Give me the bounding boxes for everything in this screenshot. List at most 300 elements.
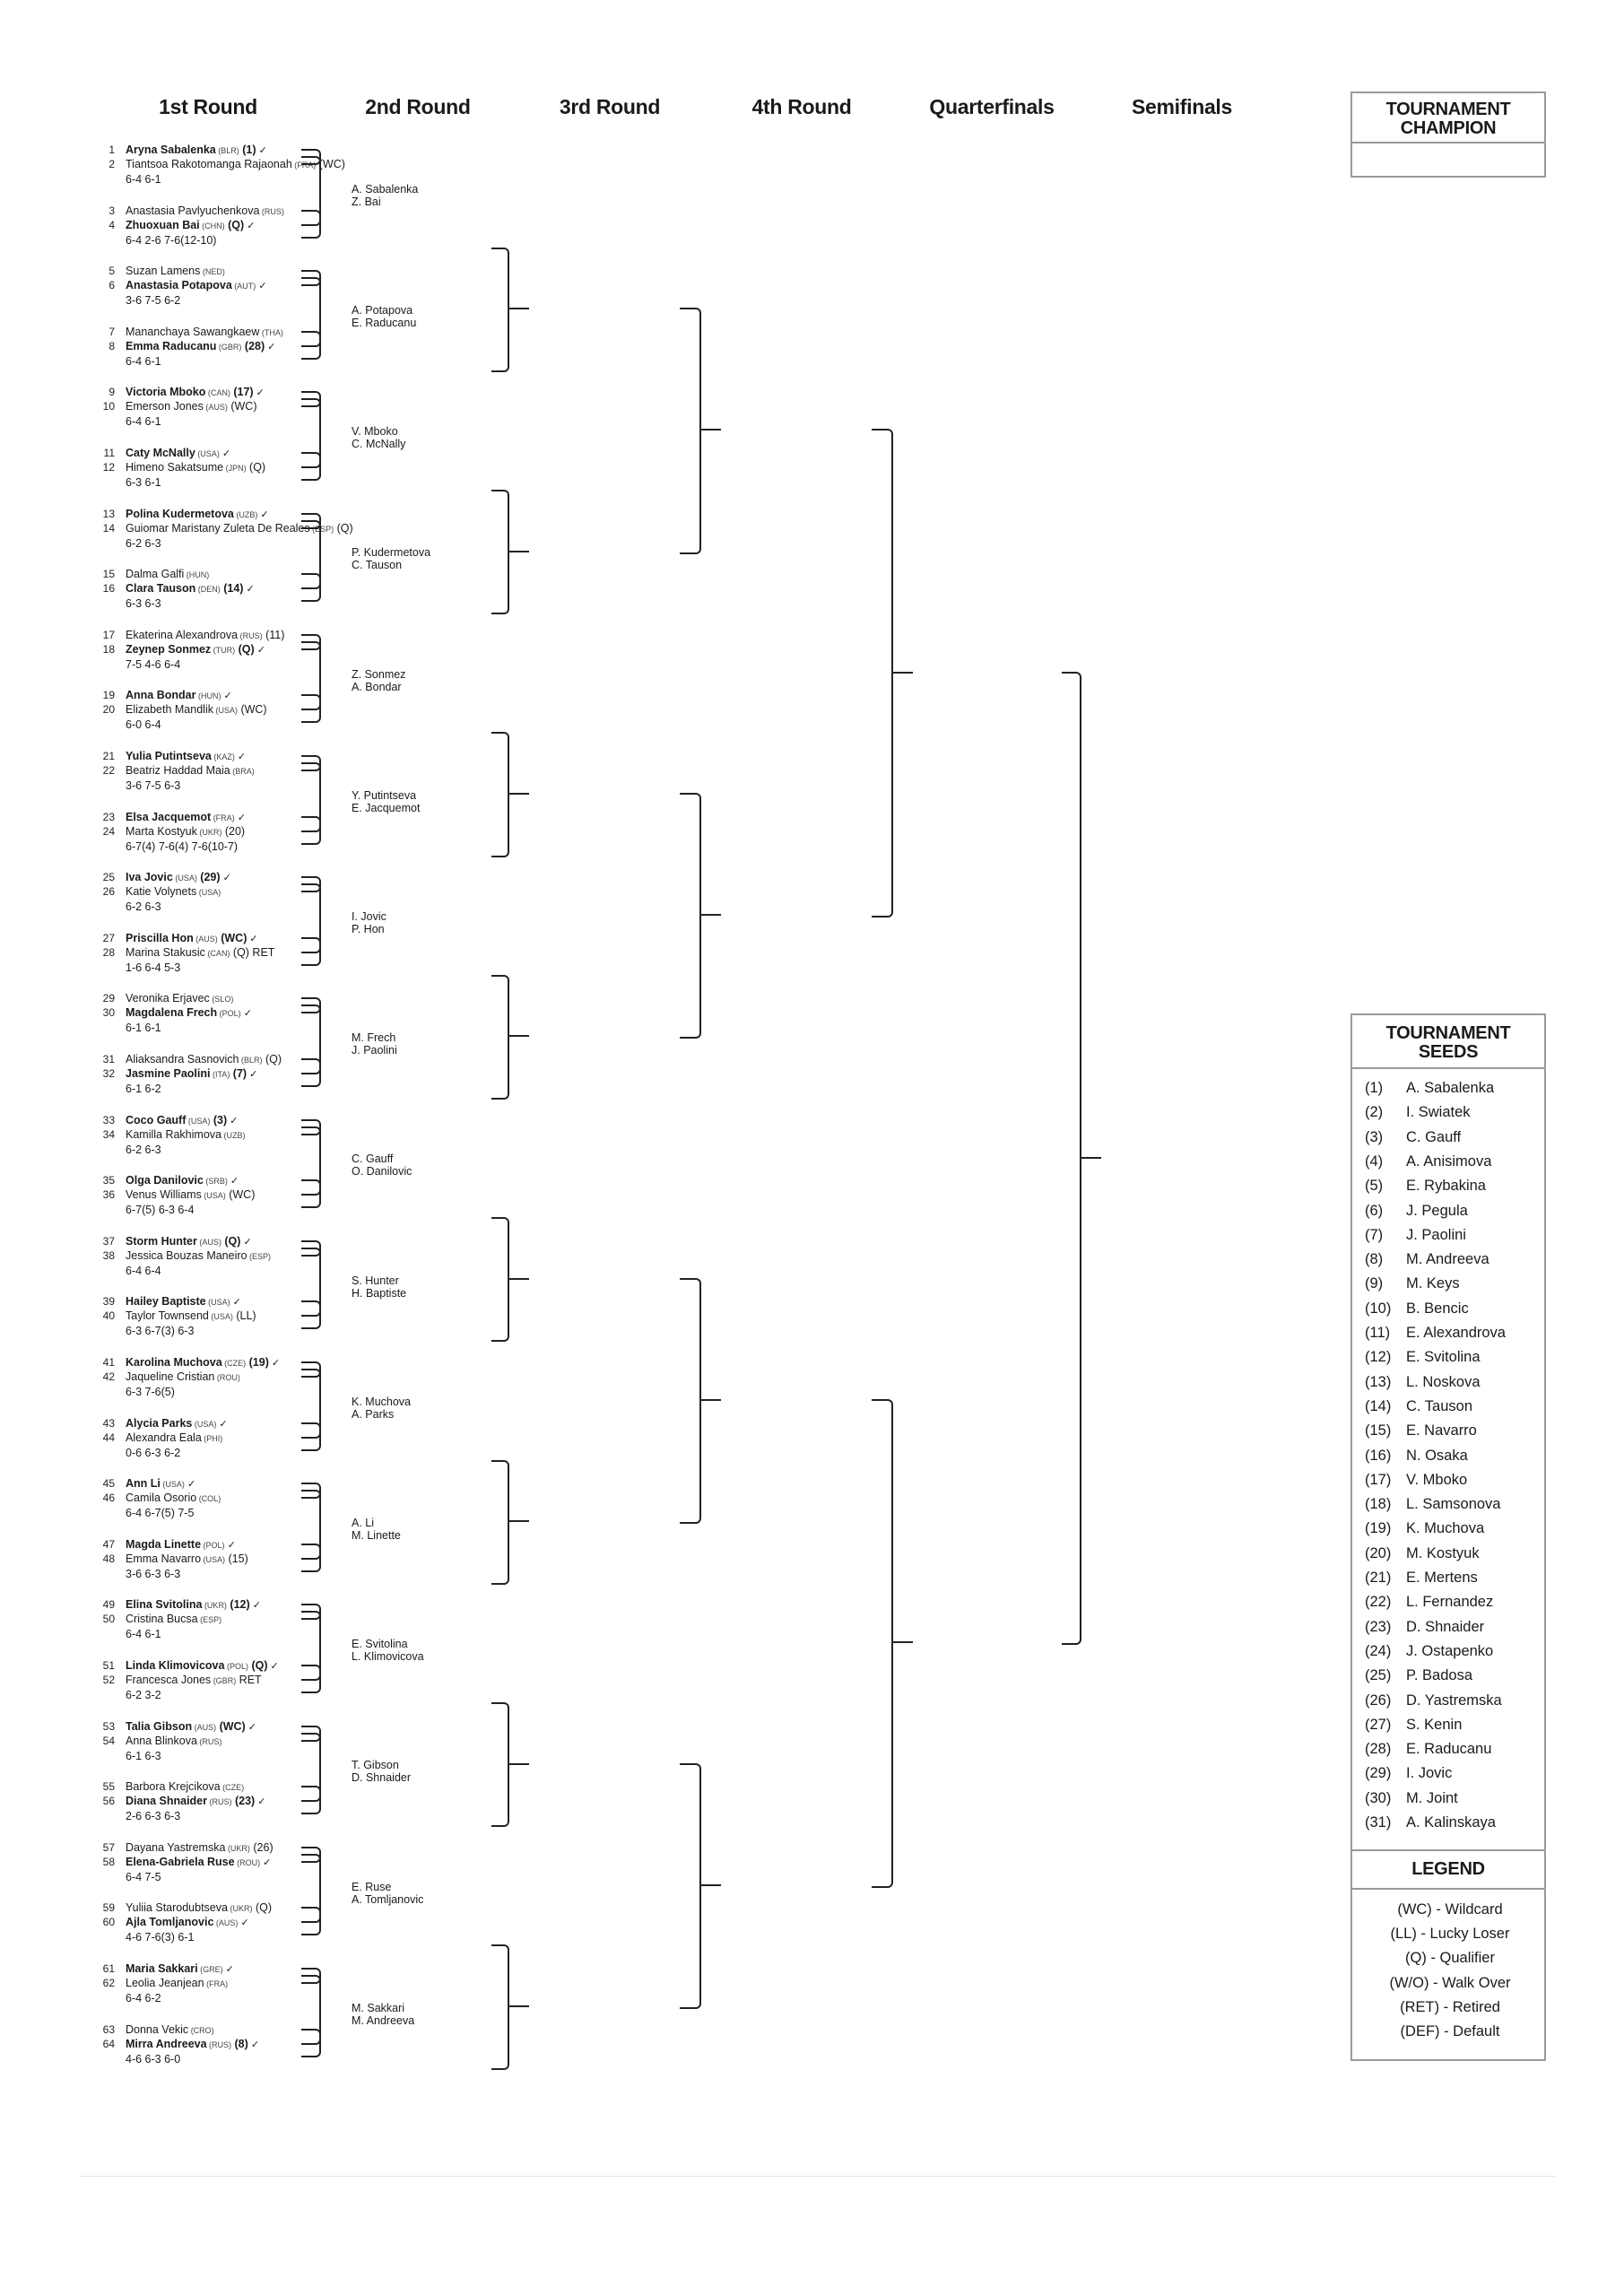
r2-bracket-tick (509, 1278, 529, 1280)
country-code: (POL) (217, 1009, 241, 1019)
match-score: 6-4 6-7(5) 7-5 (126, 1507, 195, 1520)
draw-position: 47 (102, 1537, 115, 1551)
r2-bracket (491, 1460, 509, 1585)
seed-number: (21) (1365, 1570, 1392, 1586)
player-entry (126, 1188, 255, 1202)
draw-position: 14 (102, 521, 115, 535)
player-entry (126, 871, 231, 884)
seed-number: (16) (1365, 1447, 1392, 1464)
match-score: 6-4 6-2 (126, 1992, 161, 2005)
draw-position: 24 (102, 824, 115, 838)
draw-position: 62 (102, 1977, 115, 1989)
player-name: Magdalena Frech (126, 1006, 218, 1020)
player-entry (126, 144, 267, 157)
player-entry (126, 1492, 221, 1505)
seed-number: (13) (1365, 1373, 1392, 1390)
country-code: (USA) (172, 874, 197, 883)
r3-bracket (680, 793, 701, 1039)
player-name: Iva Jovic (126, 871, 173, 884)
seed-number: (8) (1365, 1251, 1384, 1268)
player-entry (126, 1780, 244, 1794)
advancing-player: M. Andreeva (352, 2013, 415, 2027)
draw-position: 49 (102, 1598, 115, 1612)
advancing-player: C. Tauson (352, 559, 403, 572)
advancing-player: M. Linette (352, 1529, 401, 1542)
seed-name: E. Navarro (1406, 1422, 1477, 1439)
player-name: Marina Stakusic (126, 945, 205, 959)
r2-bracket (491, 490, 509, 614)
player-entry (126, 629, 284, 642)
player-entry (126, 992, 233, 1005)
legend-row: (Q) - Qualifier (1405, 1950, 1495, 1967)
player-entry (126, 885, 221, 899)
seed-name: M. Joint (1406, 1789, 1458, 1806)
draw-position: 51 (102, 1659, 115, 1672)
r1-pair-bracket (301, 398, 321, 481)
winner-check-icon: ✓ (253, 387, 265, 399)
player-name: Anna Blinkova (126, 1734, 197, 1747)
second-round-names (352, 2002, 414, 2027)
seeds-title: TOURNAMENT SEEDS (1352, 1015, 1544, 1069)
match-score: 6-4 6-4 (126, 1264, 161, 1277)
seed-number: (27) (1365, 1716, 1392, 1733)
player-entry (126, 1477, 195, 1491)
advancing-player: H. Baptiste (352, 1286, 407, 1300)
round-header: 2nd Round (365, 95, 471, 118)
seed-number: (11) (1365, 1325, 1391, 1341)
r2-bracket (491, 732, 509, 857)
seed-row (1365, 1741, 1491, 1758)
winner-check-icon: ✓ (248, 2039, 260, 2050)
draw-position: 55 (102, 1780, 115, 1794)
seed-name: A. Anisimova (1406, 1152, 1492, 1170)
winner-check-icon: ✓ (222, 1964, 234, 1975)
seed-name: K. Muchova (1406, 1520, 1485, 1537)
match-score: 6-0 6-4 (126, 718, 161, 732)
player-name: Elsa Jacquemot (126, 810, 212, 823)
r2-bracket-tick (509, 551, 529, 552)
seed-row (1365, 1594, 1493, 1611)
seed-row (1365, 1153, 1491, 1170)
advancing-player: T. Gibson (352, 1759, 399, 1772)
seed-row (1365, 1643, 1493, 1660)
advancing-player: E. Raducanu (352, 317, 417, 329)
seed-row (1365, 1448, 1468, 1465)
match-score: 6-3 7-6(5) (126, 1386, 175, 1398)
r1-pair-bracket (301, 1248, 321, 1330)
player-name: Diana Shnaider (126, 1795, 207, 1808)
seed-tag: (Q) (246, 461, 266, 474)
advancing-player: P. Kudermetova (352, 546, 431, 560)
advancing-player: P. Hon (352, 923, 385, 935)
country-code: (ITA) (210, 1070, 230, 1079)
country-code: (CRO) (188, 2025, 214, 2035)
player-name: Jaqueline Cristian (126, 1370, 215, 1383)
country-code: (POL) (201, 1540, 225, 1550)
player-entry (126, 643, 265, 657)
r3-bracket (680, 308, 701, 553)
seed-tag: (17) (230, 386, 254, 399)
winner-check-icon: ✓ (243, 584, 255, 596)
match-score: 6-4 6-1 (126, 415, 161, 429)
seed-tag: (26) (249, 1840, 274, 1854)
round-header: Quarterfinals (929, 95, 1055, 118)
country-code: (AUS) (192, 1722, 217, 1732)
seed-row (1365, 1349, 1481, 1366)
seed-row (1365, 1619, 1484, 1636)
seed-row (1365, 1667, 1472, 1684)
draw-position: 50 (102, 1613, 115, 1626)
player-name: Suzan Lamens (126, 265, 201, 278)
match-score: 6-4 6-1 (126, 1628, 161, 1641)
draw-position: 18 (102, 642, 115, 656)
seed-number: (7) (1365, 1226, 1384, 1243)
winner-check-icon: ✓ (221, 691, 232, 702)
country-code: (UKR) (225, 1843, 250, 1853)
player-entry (126, 750, 246, 763)
country-code: (ROU) (214, 1373, 240, 1382)
seed-number: (31) (1365, 1814, 1392, 1831)
country-code: (USA) (160, 1480, 185, 1490)
draw-position: 25 (102, 871, 115, 884)
r3-bracket (680, 1278, 701, 1524)
player-name: Donna Vekic (126, 2022, 189, 2036)
player-name: Cristina Bucsa (126, 1613, 198, 1626)
draw-position: 38 (102, 1248, 115, 1262)
draw-position: 39 (102, 1295, 115, 1309)
player-name: Dalma Galfi (126, 568, 185, 581)
match-score: 6-4 7-5 (126, 1870, 161, 1883)
match-score: 6-3 6-1 (126, 476, 161, 489)
draw-position: 53 (102, 1719, 115, 1733)
country-code: (USA) (201, 1191, 226, 1201)
match-score: 6-1 6-1 (126, 1022, 161, 1035)
seed-tag: (1) (239, 144, 256, 156)
draw-position: 31 (102, 1053, 115, 1065)
player-entry (126, 265, 225, 278)
draw-position: 61 (102, 1962, 115, 1975)
draw-position: 32 (102, 1067, 115, 1080)
draw-position: 43 (102, 1416, 115, 1430)
champion-box (1350, 91, 1546, 178)
match-score: 6-1 6-2 (126, 1083, 161, 1095)
draw-position: 8 (109, 339, 115, 352)
advancing-player: C. Gauff (352, 1152, 394, 1166)
winner-check-icon: ✓ (267, 1661, 279, 1672)
second-round-names (352, 425, 405, 450)
r2-bracket (491, 1217, 509, 1342)
r3-bracket-tick (701, 429, 721, 430)
country-code: (RUS) (196, 1736, 222, 1746)
seed-number: (24) (1365, 1642, 1392, 1659)
seed-number: (4) (1365, 1152, 1384, 1170)
country-code: (BRA) (230, 767, 255, 776)
seed-tag: RET (236, 1674, 262, 1686)
player-name: Ajla Tomljanovic (126, 1916, 214, 1929)
country-code: (USA) (186, 1116, 211, 1126)
country-code: (FRA) (291, 161, 317, 170)
player-name: Ann Li (126, 1477, 161, 1491)
seed-tag: (14) (220, 582, 244, 596)
r2-bracket-tick (509, 1035, 529, 1037)
seed-name: L. Noskova (1406, 1373, 1481, 1390)
player-name: Aliaksandra Sasnovich (126, 1053, 239, 1065)
country-code: (USA) (213, 706, 238, 716)
draw-position: 6 (109, 279, 115, 292)
draw-position: 57 (102, 1840, 115, 1854)
seed-name: E. Mertens (1406, 1570, 1478, 1586)
second-round-names (352, 668, 405, 693)
player-name: Priscilla Hon (126, 931, 194, 944)
country-code: (NED) (200, 267, 225, 277)
r3-bracket (680, 1763, 701, 2009)
player-entry (126, 219, 255, 232)
winner-check-icon: ✓ (219, 448, 231, 459)
seed-tag: (12) (226, 1598, 250, 1612)
winner-check-icon: ✓ (257, 509, 269, 520)
r3-bracket-tick (701, 914, 721, 916)
player-entry (126, 1552, 248, 1566)
player-entry (126, 1249, 271, 1263)
draw-position: 41 (102, 1356, 115, 1369)
winner-check-icon: ✓ (240, 1008, 252, 1020)
seed-number: (29) (1365, 1765, 1392, 1782)
draw-position: 11 (103, 447, 115, 459)
player-name: Beatriz Haddad Maia (126, 764, 230, 777)
seed-row (1365, 1178, 1486, 1195)
seed-name: D. Shnaider (1406, 1618, 1485, 1635)
player-name: Ekaterina Alexandrova (126, 628, 239, 641)
seed-row (1365, 1227, 1466, 1244)
country-code: (GBR) (216, 342, 242, 352)
second-round-names (352, 1274, 406, 1300)
round-header: 1st Round (159, 95, 257, 118)
draw-position: 16 (102, 582, 115, 596)
player-name: Coco Gauff (126, 1113, 187, 1126)
r4-bracket-tick (893, 672, 913, 674)
r2-bracket-tick (509, 1520, 529, 1522)
country-code: (RUS) (206, 2039, 232, 2049)
advancing-player: Y. Putintseva (352, 788, 417, 802)
seed-row (1365, 1129, 1461, 1146)
seed-tag: (Q) (224, 218, 245, 231)
seed-number: (10) (1365, 1300, 1392, 1317)
r1-pair-bracket (301, 1126, 321, 1209)
draw-position: 36 (102, 1188, 115, 1202)
seed-name: J. Paolini (1406, 1226, 1466, 1243)
player-name: Camila Osorio (126, 1492, 197, 1505)
player-name: Hailey Baptiste (126, 1295, 206, 1309)
second-round-names (352, 1759, 411, 1784)
player-entry (126, 1659, 279, 1673)
r2-bracket (491, 975, 509, 1100)
player-entry (126, 2038, 259, 2051)
country-code: (UZB) (221, 1130, 246, 1140)
seed-row (1365, 1814, 1496, 1831)
seed-name: L. Samsonova (1406, 1496, 1501, 1513)
draw-position: 45 (102, 1477, 115, 1491)
seed-number: (19) (1365, 1520, 1392, 1537)
seed-tag: (29) (196, 871, 221, 884)
winner-check-icon: ✓ (265, 341, 276, 352)
seed-row (1365, 1422, 1477, 1439)
winner-check-icon: ✓ (220, 873, 231, 884)
match-score: 6-4 6-1 (126, 173, 161, 186)
r1-pair-bracket (301, 1490, 321, 1572)
player-name: Emerson Jones (126, 400, 204, 413)
country-code: (USA) (196, 888, 221, 898)
winner-check-icon: ✓ (240, 1236, 252, 1248)
country-code: (UKR) (196, 827, 222, 837)
advancing-player: V. Mboko (352, 425, 398, 439)
second-round-names (352, 789, 420, 814)
winner-check-icon: ✓ (238, 1918, 249, 1929)
player-entry (126, 1053, 282, 1066)
advancing-player: M. Frech (352, 1031, 396, 1045)
player-name: Guiomar Maristany Zuleta De Reales (126, 521, 310, 535)
r1-pair-bracket (301, 1854, 321, 1936)
country-code: (SLO) (209, 995, 234, 1004)
seed-number: (3) (1365, 1128, 1384, 1145)
player-name: Aryna Sabalenka (126, 144, 216, 156)
player-name: Caty McNally (126, 447, 195, 459)
winner-check-icon: ✓ (184, 1479, 196, 1491)
champion-name (1352, 144, 1544, 169)
draw-position: 48 (102, 1552, 115, 1565)
legend-row: (DEF) - Default (1400, 2023, 1500, 2039)
legend-row: (RET) - Retired (1400, 1998, 1500, 2015)
seed-number: (23) (1365, 1618, 1392, 1635)
draw-position: 44 (102, 1431, 115, 1444)
seed-name: L. Fernandez (1406, 1594, 1494, 1611)
advancing-player: Z. Sonmez (352, 667, 406, 681)
country-code: (DEN) (195, 585, 221, 595)
player-entry (126, 204, 284, 218)
country-code: (GBR) (211, 1676, 237, 1685)
seed-tag: (LL) (232, 1309, 256, 1323)
seed-number: (14) (1365, 1397, 1392, 1414)
country-code: (FRA) (204, 1979, 229, 1988)
player-entry (126, 1977, 228, 1990)
match-score: 6-2 6-3 (126, 1143, 161, 1156)
seed-number: (5) (1365, 1178, 1384, 1195)
footer-divider (79, 2176, 1555, 2177)
country-code: (PHI) (201, 1433, 223, 1443)
country-code: (AUT) (231, 282, 256, 291)
advancing-player: A. Tomljanovic (352, 1892, 424, 1906)
seed-name: A. Sabalenka (1406, 1080, 1495, 1096)
country-code: (AUS) (196, 1237, 221, 1247)
match-score: 6-7(4) 7-6(4) 7-6(10-7) (126, 839, 239, 853)
country-code: (ROU) (234, 1857, 261, 1867)
legend-row: (LL) - Lucky Loser (1390, 1926, 1510, 1943)
seed-tag: (Q) (334, 521, 353, 535)
draw-position: 60 (102, 1916, 115, 1929)
seed-row (1365, 1692, 1502, 1709)
country-code: (CAN) (205, 388, 230, 398)
draw-position: 28 (102, 945, 115, 959)
seed-tag: (WC) (216, 1719, 246, 1733)
country-code: (GRE) (197, 1965, 223, 1974)
player-name: Anastasia Pavlyuchenkova (126, 204, 260, 217)
player-entry (126, 1235, 252, 1248)
seed-number: (20) (1365, 1544, 1392, 1561)
draw-position: 27 (102, 931, 115, 944)
player-entry (126, 1128, 245, 1142)
draw-position: 13 (102, 507, 115, 520)
player-entry (126, 1114, 238, 1127)
player-entry (126, 1431, 222, 1445)
seed-number: (30) (1365, 1789, 1392, 1806)
second-round-names (352, 1396, 411, 1421)
advancing-player: E. Ruse (352, 1880, 392, 1893)
seed-number: (12) (1365, 1349, 1392, 1366)
draw-position: 22 (102, 764, 115, 777)
player-name: Marta Kostyuk (126, 824, 197, 838)
seed-tag: (WC) (237, 703, 267, 717)
draw-position: 40 (102, 1309, 115, 1323)
country-code: (HUN) (184, 570, 210, 580)
seed-number: (26) (1365, 1692, 1392, 1709)
round-header: Semifinals (1131, 95, 1233, 118)
country-code: (UKR) (227, 1904, 253, 1914)
seed-name: D. Yastremska (1406, 1692, 1502, 1709)
second-round-names (352, 1881, 423, 1906)
seed-name: E. Rybakina (1406, 1178, 1486, 1195)
draw-position: 9 (109, 386, 115, 399)
match-score: 7-5 4-6 6-4 (126, 657, 181, 671)
country-code: (ESP) (247, 1251, 271, 1261)
player-entry (126, 1174, 239, 1187)
match-score: 6-4 2-6 7-6(12-10) (126, 233, 217, 247)
winner-check-icon: ✓ (216, 1418, 228, 1430)
advancing-player: A. Sabalenka (352, 182, 419, 196)
seed-row (1365, 1275, 1460, 1292)
match-score: 2-6 6-3 6-3 (126, 1810, 181, 1823)
advancing-player: I. Jovic (352, 910, 386, 923)
advancing-player: C. McNally (352, 438, 406, 451)
draw-position: 52 (102, 1674, 115, 1686)
r1-pair-bracket (301, 1975, 321, 2057)
country-code: (USA) (192, 1419, 217, 1429)
country-code: (AUS) (193, 934, 218, 944)
seed-name: B. Bencic (1406, 1300, 1469, 1317)
seed-row (1365, 1472, 1467, 1489)
player-name: Linda Klimovicova (126, 1659, 225, 1672)
country-code: (UZB) (233, 509, 258, 519)
player-name: Anna Bondar (126, 689, 196, 702)
player-name: Yulia Putintseva (126, 750, 212, 762)
player-entry (126, 703, 267, 717)
qf-bracket-tick (1081, 1157, 1101, 1159)
second-round-names (352, 304, 416, 329)
draw-position: 15 (102, 568, 115, 581)
player-entry (126, 1370, 240, 1384)
seed-row (1365, 1570, 1478, 1587)
draw-position: 59 (102, 1901, 115, 1915)
country-code: (BLR) (239, 1056, 263, 1065)
seed-name: J. Ostapenko (1406, 1642, 1494, 1659)
player-name: Maria Sakkari (126, 1962, 198, 1975)
seed-name: V. Mboko (1406, 1471, 1468, 1488)
player-name: Talia Gibson (126, 1719, 193, 1733)
winner-check-icon: ✓ (224, 1539, 236, 1551)
match-score: 6-7(5) 6-3 6-4 (126, 1204, 195, 1217)
r1-pair-bracket (301, 1733, 321, 1815)
seed-name: I. Swiatek (1406, 1104, 1471, 1121)
advancing-player: A. Potapova (352, 304, 413, 317)
seed-row (1365, 1203, 1468, 1220)
